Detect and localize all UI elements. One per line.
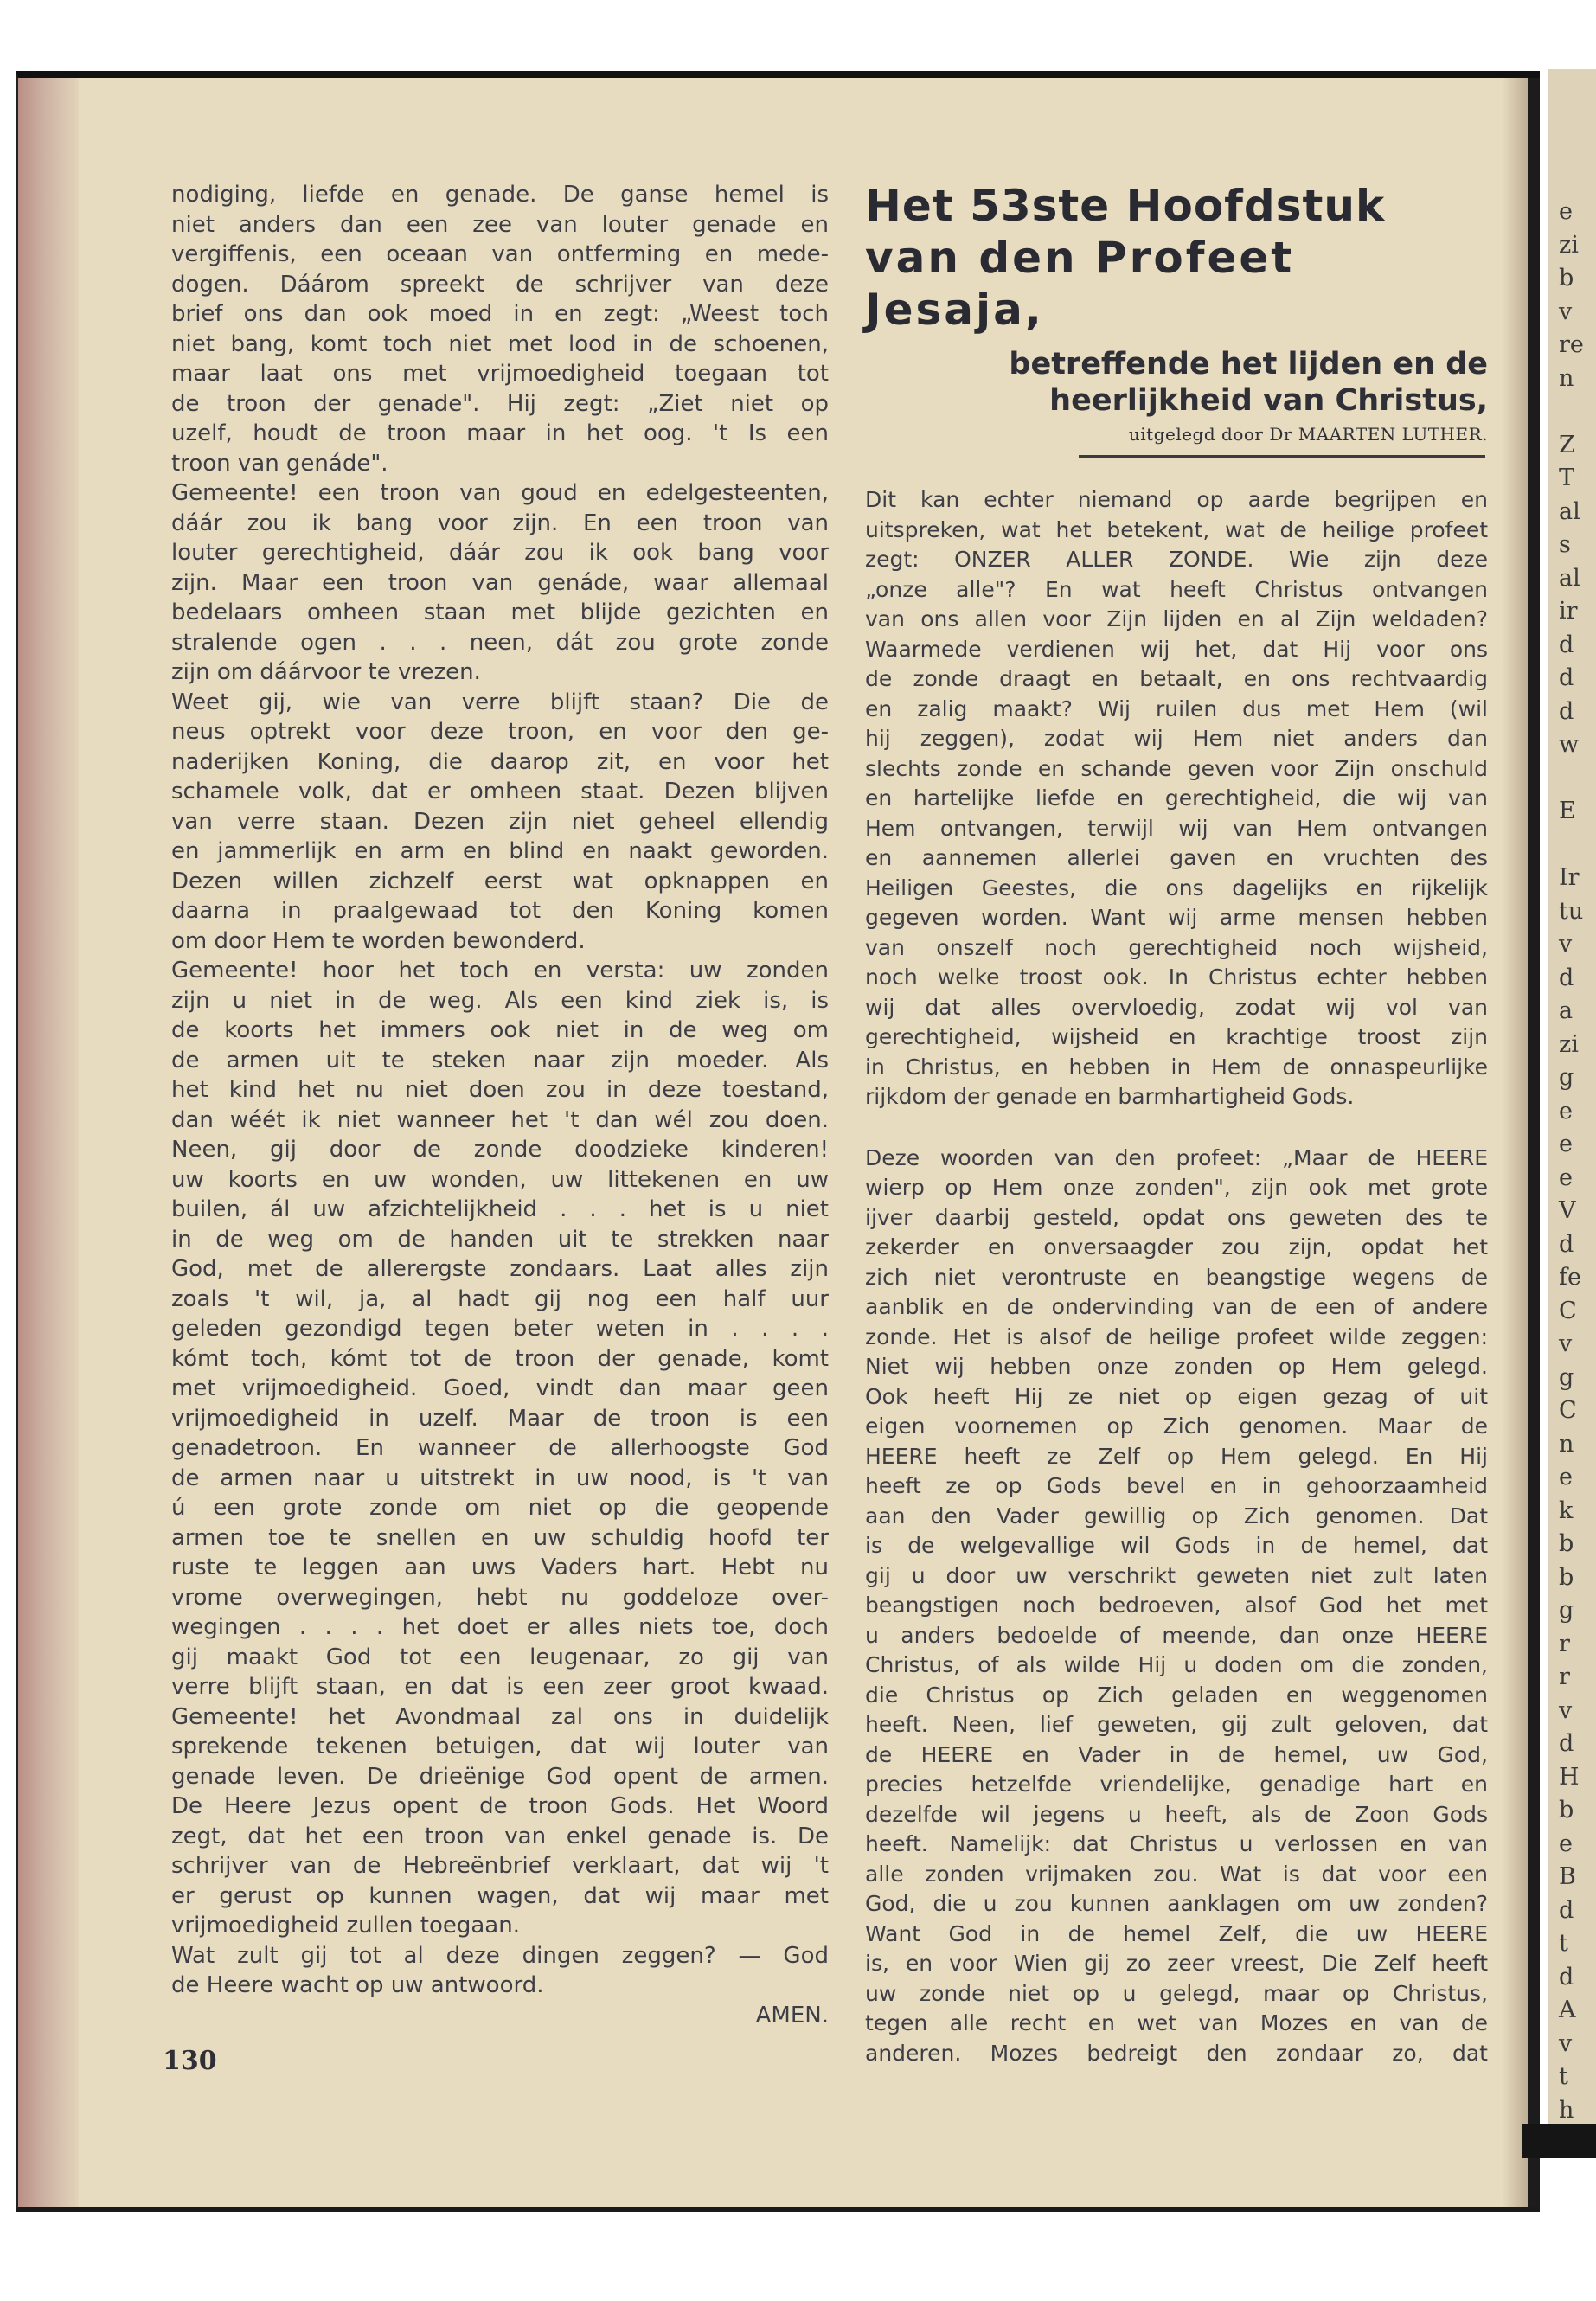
next-page-fragment: v [1559,931,1573,958]
next-page-fragment: b [1559,1563,1574,1591]
text-line: God, die u zou kunnen aanklagen om uw zonden? [865,1891,1488,1916]
text-line: uzelf, houdt de troon maar in het oog. 't Is een [171,420,829,446]
next-page-fragment: v [1559,2029,1573,2057]
paragraph-gap [865,1112,1488,1144]
text-line: heeft ze op Gods bevel en in gehoorzaamheid [865,1473,1488,1498]
text-line: zoals 't wil, ja, al hadt gij nog een half uur [171,1285,829,1312]
next-page-fragment: b [1559,1530,1574,1557]
text-line: de zonde draagt en betaalt, en ons rechtvaardig [865,666,1488,691]
text-line: genade leven. De drieënige God opent de armen. [171,1763,829,1790]
text-line: wegingen . . . . het doet er alles niets toe, doch [171,1614,829,1640]
text-line: is de welgevallige wil Gods in de hemel, dat [865,1533,1488,1558]
next-page-fragment: V [1559,1197,1576,1224]
text-line: de armen uit te steken naar zijn moeder. Als [171,1047,829,1074]
text-line: niet anders dan een zee van louter genade en [171,211,829,238]
text-line: gerechtigheid, wijsheid en krachtige troost zijn [865,1024,1488,1049]
text-line: De Heere Jezus opent de troon Gods. Het Woord [171,1793,829,1819]
text-line: die Christus op Zich geladen en weggenomen [865,1682,1488,1708]
text-line: stralende ogen . . . neen, dát zou grote zonde [171,629,829,656]
text-line: gij maakt God tot een leugenaar, zo gij van [171,1644,829,1670]
text-line: Niet wij hebben onze zonden op Hem gelegd. [865,1354,1488,1379]
text-line: uw zonde niet op u gelegd, maar op Christus, [865,1980,1488,2006]
text-line: uitspreken, wat het betekent, wat de heilige profeet [865,516,1488,542]
next-page-fragment: s [1559,531,1571,558]
text-line: vrome overwegingen, hebt nu goddeloze over- [171,1584,829,1611]
next-page-fragment: e [1559,1131,1573,1157]
next-page-fragment: e [1559,1097,1573,1125]
next-page-fragment: T [1559,465,1575,491]
text-line: Neen, gij door de zonde doodzieke kinderen! [171,1137,829,1163]
text-line: HEERE heeft ze Zelf op Hem gelegd. En Hij [865,1443,1488,1469]
text-line: het kind het nu niet doen zou in deze toestand, [171,1077,829,1103]
text-line: heeft. Namelijk: dat Christus u verlossen en van [865,1831,1488,1856]
text-line: van onszelf noch gerechtigheid noch wijsheid, [865,934,1488,960]
text-line: en hartelijke liefde en gerechtigheid, die wij van [865,785,1488,811]
next-page-fragment: t [1559,2063,1568,2090]
text-line: zijn u niet in de weg. Als een kind ziek is, is [171,987,829,1014]
next-page-fragment: d [1559,1896,1574,1924]
text-line: is, en voor Wien gij zo zeer vreest, Die Zelf heeft [865,1951,1488,1976]
article-title [865,180,1488,336]
text-line: aanblik en de ondervinding van de een of andere [865,1294,1488,1319]
next-page-fragment: A [1559,1997,1576,2023]
text-line: vrijmoedigheid zullen toegaan. [171,1913,520,1939]
next-page-fragment: r [1559,1630,1570,1657]
text-line: schrijver van de Hebreënbrief verklaart, dat wij 't [171,1853,829,1879]
text-line: gegeven worden. Want wij arme mensen hebben [865,905,1488,930]
text-line: anderen. Mozes bedreigt den zondaar zo, dat [865,2040,1488,2066]
text-line: alle zonden vrijmaken zou. Wat is dat voor een [865,1861,1488,1887]
text-line: noch welke troost ook. In Christus echter hebben [865,965,1488,990]
text-line: Heiligen Geestes, die ons dagelijks en rijkelijk [865,875,1488,901]
text-line: gij u door uw verschrikt geweten niet zult laten [865,1562,1488,1588]
text-line: maar laat ons met vrijmoedigheid toegaan tot [171,361,829,387]
next-page-fragment: h [1559,2096,1574,2124]
next-page-fragment: w [1559,731,1580,758]
text-line: heeft. Neen, lief geweten, gij zult geloven, dat [865,1712,1488,1737]
next-page-fragment: re [1559,331,1584,358]
text-line: aan den Vader gewillig op Zich genomen. Dat [865,1503,1488,1529]
page-edge-stain [18,78,79,2207]
text-line: in de weg om de handen uit te strekken naar [171,1226,829,1253]
text-line: en zalig maakt? Wij ruilen dus met Hem (wil [865,695,1488,721]
text-line: de HEERE en Vader in de hemel, uw God, [865,1741,1488,1767]
text-line: van verre staan. Dezen zijn niet geheel ellendig [171,808,829,835]
text-line: Dezen willen zichzelf eerst wat opknappen en [171,868,829,894]
next-page-fragment: n [1559,364,1574,392]
binding-corner [1522,2124,1596,2158]
text-line: zonde. Het is alsof de heilige profeet wilde zeggen: [865,1324,1488,1349]
text-line: verre blijft staan, en dat is een zeer groot kwaad. [171,1674,829,1700]
text-line: Want God in de hemel Zelf, die uw HEERE [865,1920,1488,1946]
text-line: armen toe te snellen en uw schuldig hoofd ter [171,1524,829,1551]
text-line: Christus, of als wilde Hij u doden om die zonden, [865,1652,1488,1677]
article-subtitle-line-2: heerlijkheid van Christus, [1049,383,1488,418]
next-page-fragment: C [1559,1397,1577,1424]
text-line: ú een grote zonde om niet op die geopende [171,1495,829,1521]
text-line: hij zeggen), zodat wij Hem niet anders dan [865,726,1488,751]
gutter-shadow [1502,78,1528,2207]
text-line: Dit kan echter niemand op aarde begrijpen en [865,487,1488,512]
text-line: de koorts het immers ook niet in de weg om [171,1017,829,1043]
text-line: en aannemen allerlei gaven en vruchten des [865,845,1488,870]
text-line: brief ons dan ook moed in en zegt: „Weest toch [171,301,829,327]
next-page-fragment: B [1559,1863,1576,1890]
text-line: „onze alle"? En wat heeft Christus ontvangen [865,576,1488,602]
next-page-fragment: C [1559,1297,1577,1324]
next-page-fragment: e [1559,1830,1573,1857]
text-line: wij dat alles overvloedig, zodat wij vol van [865,994,1488,1020]
text-line: zijn. Maar een troon van genáde, waar allemaal [171,569,829,596]
page-number: 130 [163,2046,217,2076]
next-page-fragment: a [1559,997,1574,1024]
next-page-fragment: r [1559,1663,1570,1690]
text-line: de armen naar u uitstrekt in uw nood, is 't van [171,1465,829,1491]
text-line: sprekende tekenen betuigen, dat wij louter van [171,1734,829,1759]
next-page-fragment: tu [1559,897,1584,925]
text-line: schamele volk, dat er omheen staat. Dezen blijven [171,779,829,804]
title-divider [1079,455,1485,458]
next-page-fragment: zi [1559,231,1579,259]
next-page-fragment: k [1559,1497,1574,1524]
text-line: naderijken Koning, die daarop zit, en voor het [171,748,829,775]
text-line: rijkdom der genade en barmhartigheid Gods. [865,1084,1355,1109]
next-page-fragment: d [1559,964,1574,991]
text-line: zekerder en onversaagder zou zijn, opdat het [865,1234,1488,1259]
article-subtitle-line-1: betreffende het lijden en de [1009,347,1488,381]
text-line: daarna in praalgewaad tot den Koning komen [171,898,829,924]
text-line: Gemeente! een troon van goud en edelgesteenten, [171,480,829,506]
book-spine [1528,78,1540,2207]
text-line: zich niet verontruste en beangstige wegens de [865,1264,1488,1290]
text-line: God, met de allerergste zondaars. Laat alles zijn [171,1256,829,1282]
text-line: slechts zonde en schande geven voor Zijn onschuld [865,755,1488,781]
text-line: om door Hem te worden bewonderd. [171,927,586,954]
text-line: vrijmoedigheid in uzelf. Maar de troon is een [171,1405,829,1432]
next-page-fragment: ir [1559,598,1578,625]
text-line: Gemeente! het Avondmaal zal ons in duidelijk [171,1703,829,1730]
text-line: dáár zou ik bang voor zijn. En een troon van [171,510,829,536]
next-page-fragment: g [1559,1363,1574,1391]
next-page-fragment: H [1559,1763,1580,1791]
next-page-fragment: Ir [1559,864,1580,891]
article-subtitle [865,346,1488,419]
article-title-line-2: van den Profeet Jesaja, [865,233,1295,335]
next-page-fragment: d [1559,631,1574,658]
next-page-fragment: d [1559,1730,1574,1757]
text-line: builen, ál uw afzichtelijkheid . . . het is u niet [171,1196,829,1222]
article-body [865,485,1488,2068]
next-page-fragment: fe [1559,1264,1581,1291]
text-line: bedelaars omheen staan met blijde gezichten en [171,599,829,625]
text-line: en jammerlijk en arm en blind en naakt geworden. [171,838,829,864]
next-page-fragment: t [1559,1930,1568,1957]
text-line: precies hetzelfde vriendelijke, genadige hart en [865,1772,1488,1797]
text-line: Gemeente! hoor het toch en versta: uw zonden [171,958,829,984]
text-line: dezelfde wil jegens u heeft, als de Zoon Gods [865,1801,1488,1827]
text-line: in Christus, en hebben in Hem de onnaspeurlijke [865,1054,1488,1080]
text-line: troon van genáde". [171,450,388,477]
article-title-line-1: Het 53ste Hoofdstuk [865,181,1386,231]
next-page-fragment: al [1559,497,1580,525]
text-line: dogen. Dáárom spreekt de schrijver van deze [171,271,829,298]
text-line: Waarmede verdienen wij het, dat Hij voor ons [865,636,1488,662]
next-page-fragment: v [1559,1696,1573,1724]
text-line: zegt: ONZER ALLER ZONDE. Wie zijn deze [865,547,1488,572]
next-page-fragment: d [1559,1963,1574,1990]
left-text-column [171,180,829,2030]
next-page-fragment: v [1559,1330,1573,1357]
text-line: ruste te leggen aan uws Vaders hart. Hebt nu [171,1554,829,1580]
text-line: Deze woorden van den profeet: „Maar de HEERE [865,1144,1488,1170]
next-page-fragment: d [1559,1230,1574,1258]
closing-amen: AMEN. [755,2002,829,2029]
next-page-fragment: d [1559,697,1574,725]
text-line: tegen alle recht en wet van Mozes en van de [865,2010,1488,2035]
text-line: geleden gezondigd tegen beter weten in . . . . [171,1316,829,1342]
text-line: louter gerechtigheid, dáár zou ik ook bang voor [171,540,829,566]
next-page-fragment: n [1559,1430,1574,1458]
article-byline: uitgelegd door Dr MAARTEN LUTHER. [1128,424,1488,445]
next-page-fragment: E [1559,798,1576,824]
text-line: nodiging, liefde en genade. De ganse hemel is [171,182,829,208]
text-line: vergiffenis, een oceaan van ontferming en mede- [171,241,829,267]
text-line: kómt toch, kómt tot de troon der genade, komt [171,1345,829,1372]
text-line: er gerust op kunnen wagen, dat wij maar met [171,1882,829,1909]
text-line: wierp op Hem onze zonden", zijn ook met grote [865,1175,1488,1200]
text-line: met vrijmoedigheid. Goed, vindt dan maar geen [171,1375,829,1401]
text-line: van ons allen voor Zijn lijden en al Zijn weldaden? [865,606,1488,631]
next-page-fragment: al [1559,564,1580,592]
text-line: de Heere wacht op uw antwoord. [171,1972,544,1998]
next-page-fragment: Z [1559,431,1575,458]
text-line: ijver daarbij gesteld, opdat ons geweten des te [865,1204,1488,1230]
text-line: Weet gij, wie van verre blijft staan? Die de [171,689,829,715]
next-page-fragment: v [1559,298,1573,325]
text-line: neus optrekt voor deze troon, en voor den ge- [171,719,829,745]
text-line: zegt, dat het een troon van enkel genade is. De [171,1823,829,1849]
text-line: de troon der genade". Hij zegt: „Ziet niet op [171,390,829,417]
text-line: zijn om dáárvoor te vrezen. [171,659,481,685]
next-page-fragment: e [1559,1464,1573,1490]
next-page-edge [1548,69,1596,2128]
next-page-fragment: d [1559,664,1574,691]
next-page-fragment: g [1559,1597,1574,1624]
text-line: Ook heeft Hij ze niet op eigen gezag of uit [865,1383,1488,1409]
next-page-fragment: e [1559,198,1573,225]
text-line: Wat zult gij tot al deze dingen zeggen? — God [171,1942,829,1969]
next-page-fragment: zi [1559,1030,1579,1058]
text-line: beangstigen noch bedroeven, alsof God het met [865,1593,1488,1618]
next-page-fragment: b [1559,265,1574,292]
article-column [865,180,1488,2068]
text-line: u anders bedoelde of meende, dan onze HEERE [865,1622,1488,1648]
next-page-fragment: b [1559,1797,1574,1823]
text-line: niet bang, komt toch niet met lood in de schoenen, [171,330,829,357]
text-line: Hem ontvangen, terwijl wij van Hem ontvangen [865,815,1488,841]
text-line: eigen voornemen op Zich genomen. Maar de [865,1413,1488,1439]
text-line: uw koorts en uw wonden, uw littekenen en uw [171,1166,829,1193]
text-line: dan wéét ik niet wanneer het 't dan wél zou doen. [171,1106,829,1133]
text-line: genadetroon. En wanneer de allerhoogste God [171,1435,829,1461]
next-page-fragment: g [1559,1064,1574,1091]
next-page-fragment: e [1559,1163,1573,1191]
